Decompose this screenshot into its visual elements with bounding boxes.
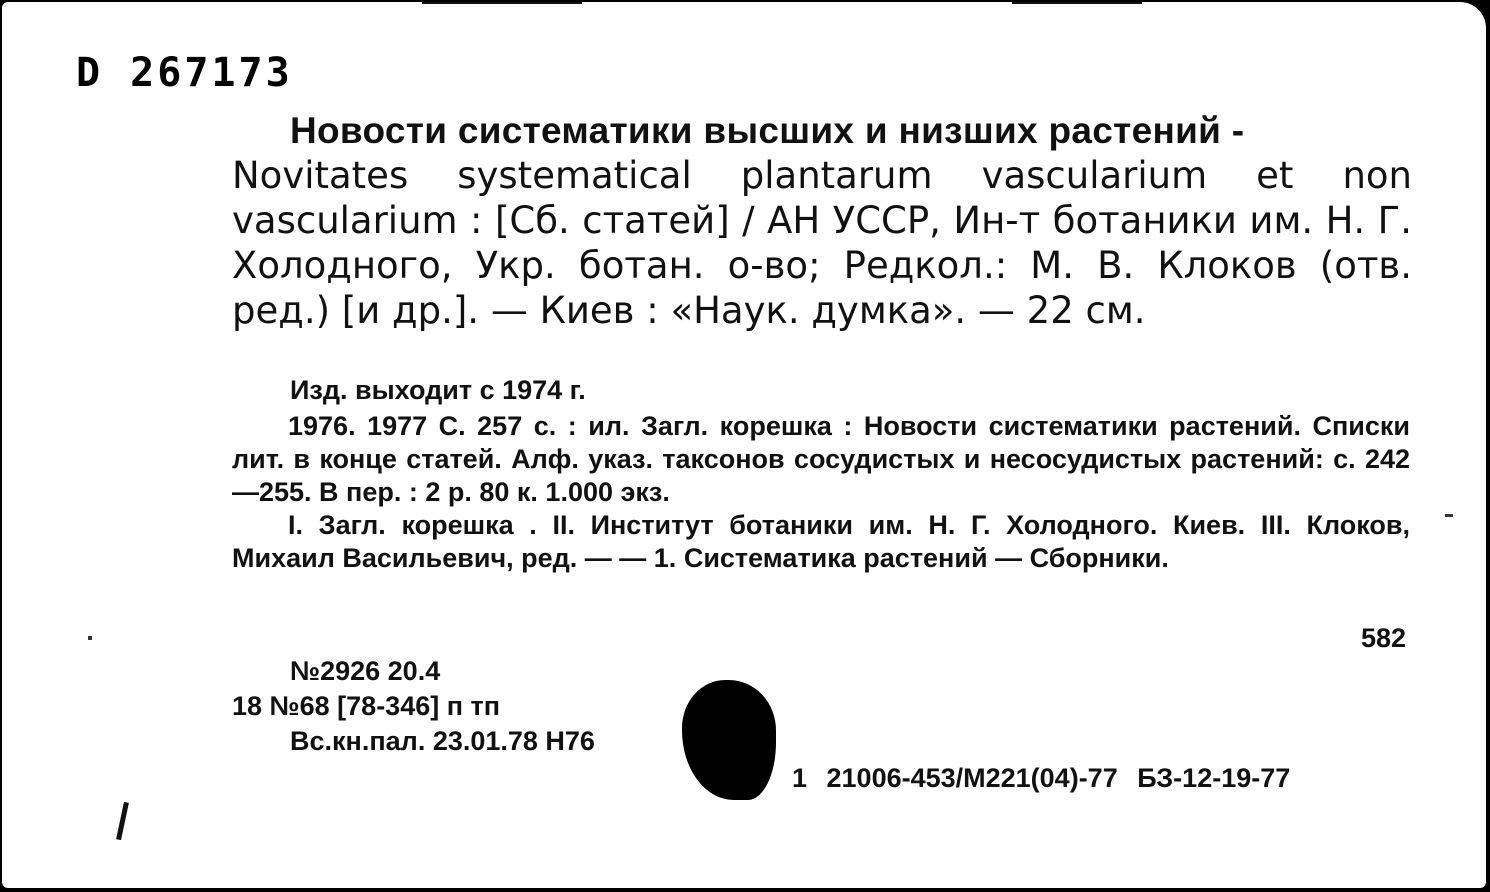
speck-mark — [88, 636, 92, 640]
top-edge-mark — [422, 2, 582, 4]
title-statement: Novitates systematical plantarum vascularium et non vascularium : [Сб. статей] / АН УССР, Ин-т ботаники им. Н. Г. Холодного, Укр. ботан. о-во; Редкол.: М. В. Клоков (отв. ред.) [и др.]. — Киев : «Наук. думка». — 22 см. — [232, 154, 1412, 332]
top-edge-mark — [1012, 2, 1142, 4]
call-number: D 267173 — [76, 50, 293, 96]
physical-description: 1976. 1977 С. 257 с. : ил. Загл. корешка : Новости систематики растений. Списки лит. в конце статей. Алф. указ. таксонов сосудистых и несосудистых растений: с. 242—255. В пер. : 2 р. 80 к. 1.000 экз. — [232, 411, 1410, 507]
ink-blot — [682, 680, 776, 800]
title-block — [232, 108, 1412, 333]
title-main: Новости систематики высших и низших растений - — [290, 110, 1245, 151]
tracking-line: Вс.кн.пал. 23.01.78 Н76 — [290, 726, 595, 756]
tracking-block — [232, 654, 595, 759]
classification-number: 582 — [1360, 623, 1406, 653]
tracings: I. Загл. корешка . II. Институт ботаники им. Н. Г. Холодного. Киев. III. Клоков, Михаил Васильевич, ред. — — 1. Систематика растений — Сборники. — [232, 510, 1410, 573]
description-block — [232, 410, 1410, 575]
speck-mark — [1445, 514, 1453, 517]
publication-note: Изд. выходит с 1974 г. — [290, 375, 586, 405]
catalog-card — [2, 2, 1486, 888]
tracking-line: 18 №68 [78-346] п тп — [232, 691, 501, 721]
tracking-line: №2926 20.4 — [290, 656, 441, 686]
pencil-mark — [116, 802, 129, 840]
isbn-line: 1 21006-453/М221(04)-77 БЗ-12-19-77 — [792, 763, 1291, 793]
